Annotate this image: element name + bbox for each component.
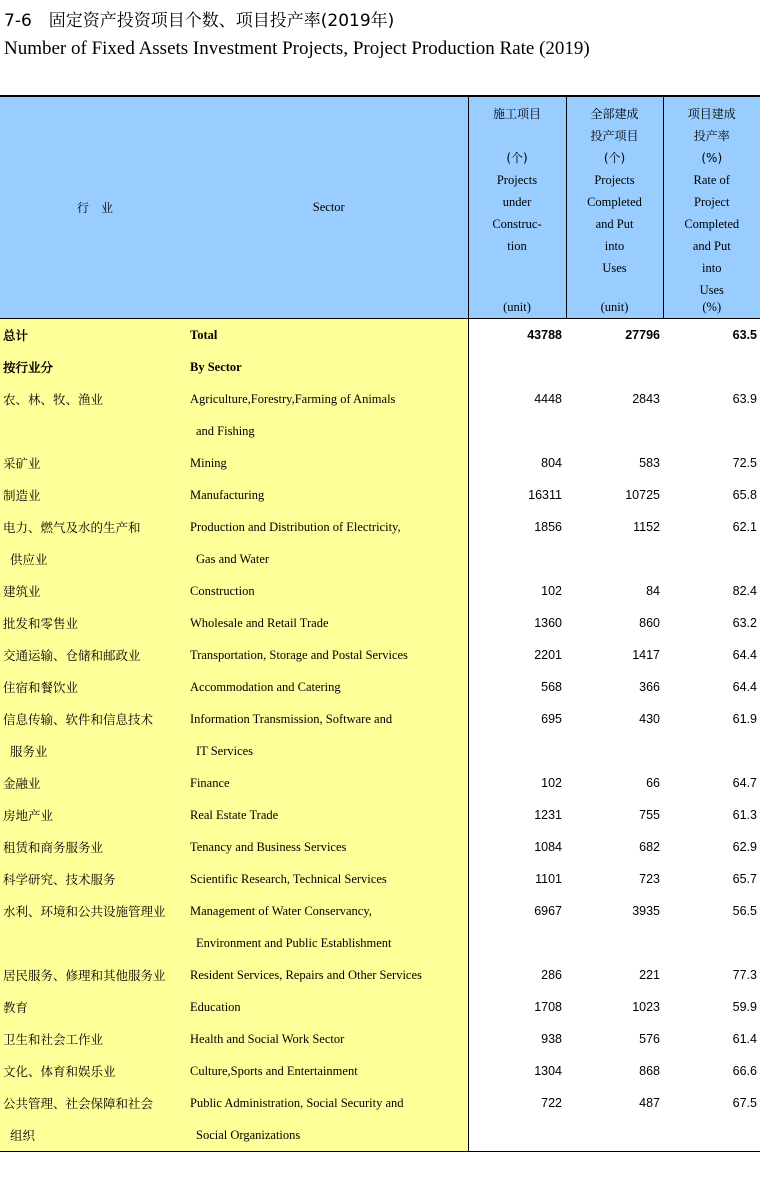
table-row — [0, 575, 760, 607]
col3-unit-en: (%) — [702, 300, 722, 314]
sector-en-cell: Scientific Research, Technical Services — [190, 863, 468, 895]
sector-en-cell: Management of Water Conservancy, — [190, 895, 468, 927]
completion-rate-cell: 65.7 — [732, 872, 757, 886]
completion-rate-cell: 64.7 — [732, 776, 757, 790]
completion-rate-cell: 67.5 — [732, 1096, 757, 1110]
projects-under-construction-cell — [468, 415, 566, 447]
projects-under-construction-cell — [468, 927, 566, 959]
col1-spacer — [469, 125, 566, 147]
col2-en-line: Uses — [602, 261, 627, 275]
table-row — [0, 831, 760, 863]
projects-under-construction-cell — [468, 543, 566, 575]
sector-cn-cell: 文化、体育和娱乐业 — [0, 1055, 190, 1087]
sector-cn-cell: 建筑业 — [0, 575, 190, 607]
sector-en-cell: IT Services — [190, 735, 468, 767]
col1-en-line: under — [502, 195, 532, 209]
projects-completed-cell: 1023 — [632, 1000, 660, 1014]
table-row-continuation — [0, 1119, 760, 1152]
projects-under-construction-cell: 1360 — [534, 616, 562, 630]
data-table-container — [0, 95, 760, 1152]
projects-completed-cell — [566, 351, 663, 383]
projects-completed-cell: 860 — [639, 616, 660, 630]
col3-en-line: Project — [694, 195, 730, 209]
sector-cn-cell: 信息传输、软件和信息技术 — [0, 703, 190, 735]
table-row — [0, 447, 760, 479]
completion-rate-cell: 66.6 — [732, 1064, 757, 1078]
col2-en-line: into — [604, 239, 625, 253]
projects-under-construction-cell: 1856 — [534, 520, 562, 534]
projects-under-construction-cell: 286 — [541, 968, 562, 982]
col3-cn-line: 投产率 — [693, 129, 730, 143]
sector-en-cell: Gas and Water — [190, 543, 468, 575]
projects-under-construction-cell: 804 — [541, 456, 562, 470]
col3-en-line: Rate of — [693, 173, 730, 187]
projects-completed-cell: 1417 — [632, 648, 660, 662]
projects-completed-cell — [566, 543, 663, 575]
projects-completed-cell: 868 — [639, 1064, 660, 1078]
completion-rate-cell — [663, 351, 760, 383]
completion-rate-cell: 63.9 — [732, 392, 757, 406]
table-row — [0, 1087, 760, 1119]
projects-under-construction-cell: 16311 — [528, 488, 562, 502]
projects-completed-cell: 27796 — [625, 328, 660, 342]
sector-cn-cell: 总计 — [0, 319, 190, 352]
header-col-completed — [566, 96, 663, 319]
projects-completed-cell: 723 — [639, 872, 660, 886]
completion-rate-cell — [663, 735, 760, 767]
sector-cn-cell: 住宿和餐饮业 — [0, 671, 190, 703]
projects-under-construction-cell: 4448 — [534, 392, 562, 406]
table-row — [0, 767, 760, 799]
sector-cn-cell: 电力、燃气及水的生产和 — [0, 511, 190, 543]
completion-rate-cell: 63.2 — [732, 616, 757, 630]
sector-cn-cell: 批发和零售业 — [0, 607, 190, 639]
projects-completed-cell: 682 — [639, 840, 660, 854]
col1-unit-cn: (个) — [506, 151, 528, 165]
col3-cn-line: 项目建成 — [687, 107, 736, 121]
header-col-under-construction — [468, 96, 566, 319]
projects-completed-cell: 66 — [646, 776, 660, 790]
sector-en-cell: and Fishing — [190, 415, 468, 447]
completion-rate-cell — [663, 1119, 760, 1152]
table-row — [0, 1055, 760, 1087]
sector-cn-cell: 按行业分 — [0, 351, 190, 383]
sector-cn-cell: 农、林、牧、渔业 — [0, 383, 190, 415]
completion-rate-cell: 65.8 — [732, 488, 757, 502]
sector-en-cell: Production and Distribution of Electricity, — [190, 511, 468, 543]
sector-en-cell: Social Organizations — [190, 1119, 468, 1152]
col2-en-line: Projects — [594, 173, 635, 187]
projects-under-construction-cell: 102 — [541, 584, 562, 598]
col3-en-line: and Put — [692, 239, 731, 253]
sector-cn-cell: 教育 — [0, 991, 190, 1023]
table-row — [0, 319, 760, 352]
col2-cn-line: 全部建成 — [590, 107, 639, 121]
table-row-continuation — [0, 735, 760, 767]
col2-unit-en: (unit) — [600, 300, 629, 314]
table-row — [0, 639, 760, 671]
header-sector-en — [190, 96, 468, 319]
projects-completed-cell: 2843 — [632, 392, 660, 406]
completion-rate-cell — [663, 927, 760, 959]
sector-en-cell: Transportation, Storage and Postal Services — [190, 639, 468, 671]
sector-cn-cell: 采矿业 — [0, 447, 190, 479]
projects-completed-cell: 3935 — [632, 904, 660, 918]
table-row — [0, 703, 760, 735]
sector-en-cell: Construction — [190, 575, 468, 607]
completion-rate-cell: 62.1 — [732, 520, 757, 534]
projects-under-construction-cell: 568 — [541, 680, 562, 694]
header-sector-cn — [0, 96, 190, 319]
table-row — [0, 1023, 760, 1055]
table-row — [0, 351, 760, 383]
table-row — [0, 863, 760, 895]
sector-cn-cell: 金融业 — [0, 767, 190, 799]
sector-cn-cell: 组织 — [0, 1119, 190, 1152]
table-row-continuation — [0, 927, 760, 959]
projects-completed-cell — [566, 735, 663, 767]
data-table — [0, 95, 760, 1152]
completion-rate-cell: 61.4 — [732, 1032, 757, 1046]
projects-under-construction-cell: 1304 — [534, 1064, 562, 1078]
table-body — [0, 319, 760, 1152]
projects-under-construction-cell: 2201 — [534, 648, 562, 662]
sector-cn-label: 行 业 — [76, 201, 113, 215]
completion-rate-cell: 64.4 — [732, 680, 757, 694]
col1-en-line: Projects — [496, 173, 538, 187]
sector-en-cell: Tenancy and Business Services — [190, 831, 468, 863]
table-title-en: Number of Fixed Assets Investment Projects, Project Production Rate (2019) — [4, 38, 590, 59]
sector-cn-cell: 房地产业 — [0, 799, 190, 831]
sector-cn-cell: 水利、环境和公共设施管理业 — [0, 895, 190, 927]
sector-en-cell: Agriculture,Forestry,Farming of Animals — [190, 383, 468, 415]
completion-rate-cell: 63.5 — [732, 328, 757, 342]
sector-en-cell: Accommodation and Catering — [190, 671, 468, 703]
projects-completed-cell — [566, 1119, 663, 1152]
projects-completed-cell: 10725 — [625, 488, 660, 502]
sector-en-cell: Health and Social Work Sector — [190, 1023, 468, 1055]
col1-en-line: tion — [507, 239, 527, 253]
completion-rate-cell: 82.4 — [732, 584, 757, 598]
projects-under-construction-cell: 1084 — [534, 840, 562, 854]
sector-en-cell: Environment and Public Establishment — [190, 927, 468, 959]
sector-cn-cell — [0, 415, 190, 447]
sector-en-cell: Public Administration, Social Security and — [190, 1087, 468, 1119]
projects-completed-cell: 583 — [639, 456, 660, 470]
sector-en-cell: Education — [190, 991, 468, 1023]
col2-unit-cn: (个) — [603, 151, 626, 165]
projects-completed-cell — [566, 415, 663, 447]
sector-en-cell: Information Transmission, Software and — [190, 703, 468, 735]
projects-under-construction-cell: 6967 — [534, 904, 562, 918]
projects-under-construction-cell — [468, 735, 566, 767]
completion-rate-cell: 72.5 — [732, 456, 757, 470]
col2-en-line: and Put — [595, 217, 634, 231]
sector-cn-cell: 租赁和商务服务业 — [0, 831, 190, 863]
table-row — [0, 671, 760, 703]
sector-en-cell: Real Estate Trade — [190, 799, 468, 831]
header-row — [0, 96, 760, 319]
sector-cn-cell: 公共管理、社会保障和社会 — [0, 1087, 190, 1119]
projects-under-construction-cell: 43788 — [527, 328, 562, 342]
projects-completed-cell — [566, 927, 663, 959]
sector-en-label: Sector — [312, 200, 345, 214]
sector-cn-cell: 卫生和社会工作业 — [0, 1023, 190, 1055]
completion-rate-cell: 61.9 — [732, 712, 757, 726]
projects-under-construction-cell — [468, 1119, 566, 1152]
table-row — [0, 799, 760, 831]
sector-en-cell: Finance — [190, 767, 468, 799]
table-row — [0, 959, 760, 991]
completion-rate-cell: 59.9 — [732, 1000, 757, 1014]
projects-completed-cell: 1152 — [633, 520, 660, 534]
table-row — [0, 991, 760, 1023]
col3-en-line: Uses — [699, 283, 724, 297]
col1-unit-en: (unit) — [503, 300, 531, 314]
sector-en-cell: Total — [190, 319, 468, 352]
col3-en-line: into — [702, 261, 722, 275]
completion-rate-cell: 77.3 — [732, 968, 757, 982]
table-row-continuation — [0, 543, 760, 575]
projects-completed-cell: 430 — [639, 712, 660, 726]
projects-completed-cell: 84 — [646, 584, 660, 598]
projects-under-construction-cell: 722 — [541, 1096, 562, 1110]
table-row — [0, 479, 760, 511]
table-row — [0, 895, 760, 927]
table-row — [0, 383, 760, 415]
sector-cn-cell: 科学研究、技术服务 — [0, 863, 190, 895]
completion-rate-cell: 56.5 — [732, 904, 757, 918]
sector-cn-cell: 服务业 — [0, 735, 190, 767]
completion-rate-cell — [663, 415, 760, 447]
sector-cn-cell: 交通运输、仓储和邮政业 — [0, 639, 190, 671]
table-row — [0, 511, 760, 543]
projects-under-construction-cell: 695 — [541, 712, 562, 726]
sector-en-cell: Wholesale and Retail Trade — [190, 607, 468, 639]
sector-en-cell: Culture,Sports and Entertainment — [190, 1055, 468, 1087]
projects-under-construction-cell: 938 — [541, 1032, 562, 1046]
projects-completed-cell: 755 — [639, 808, 660, 822]
projects-under-construction-cell: 1231 — [534, 808, 562, 822]
projects-under-construction-cell: 102 — [541, 776, 562, 790]
completion-rate-cell: 61.3 — [732, 808, 757, 822]
projects-under-construction-cell: 1708 — [534, 1000, 562, 1014]
header-col-rate — [663, 96, 760, 319]
sector-en-cell: Mining — [190, 447, 468, 479]
sector-cn-cell — [0, 927, 190, 959]
projects-under-construction-cell: 1101 — [535, 872, 562, 886]
projects-completed-cell: 487 — [639, 1096, 660, 1110]
table-title-cn: 7-6 固定资产投资项目个数、项目投产率(2019年) — [4, 11, 395, 31]
sector-en-cell: Resident Services, Repairs and Other Services — [190, 959, 468, 991]
table-row-continuation — [0, 415, 760, 447]
sector-en-cell: By Sector — [190, 351, 468, 383]
col1-cn: 施工项目 — [492, 107, 541, 121]
col2-cn-line: 投产项目 — [590, 129, 639, 143]
sector-cn-cell: 供应业 — [0, 543, 190, 575]
sector-cn-cell: 制造业 — [0, 479, 190, 511]
completion-rate-cell — [663, 543, 760, 575]
completion-rate-cell: 62.9 — [732, 840, 757, 854]
projects-under-construction-cell — [468, 351, 566, 383]
projects-completed-cell: 221 — [639, 968, 660, 982]
col2-en-line: Completed — [587, 195, 642, 209]
sector-cn-cell: 居民服务、修理和其他服务业 — [0, 959, 190, 991]
table-row — [0, 607, 760, 639]
projects-completed-cell: 576 — [639, 1032, 660, 1046]
completion-rate-cell: 64.4 — [732, 648, 757, 662]
projects-completed-cell: 366 — [639, 680, 660, 694]
col1-en-line: Construc- — [492, 217, 542, 231]
col3-unit-cn: (%) — [701, 151, 723, 165]
col3-en-line: Completed — [684, 217, 740, 231]
sector-en-cell: Manufacturing — [190, 479, 468, 511]
